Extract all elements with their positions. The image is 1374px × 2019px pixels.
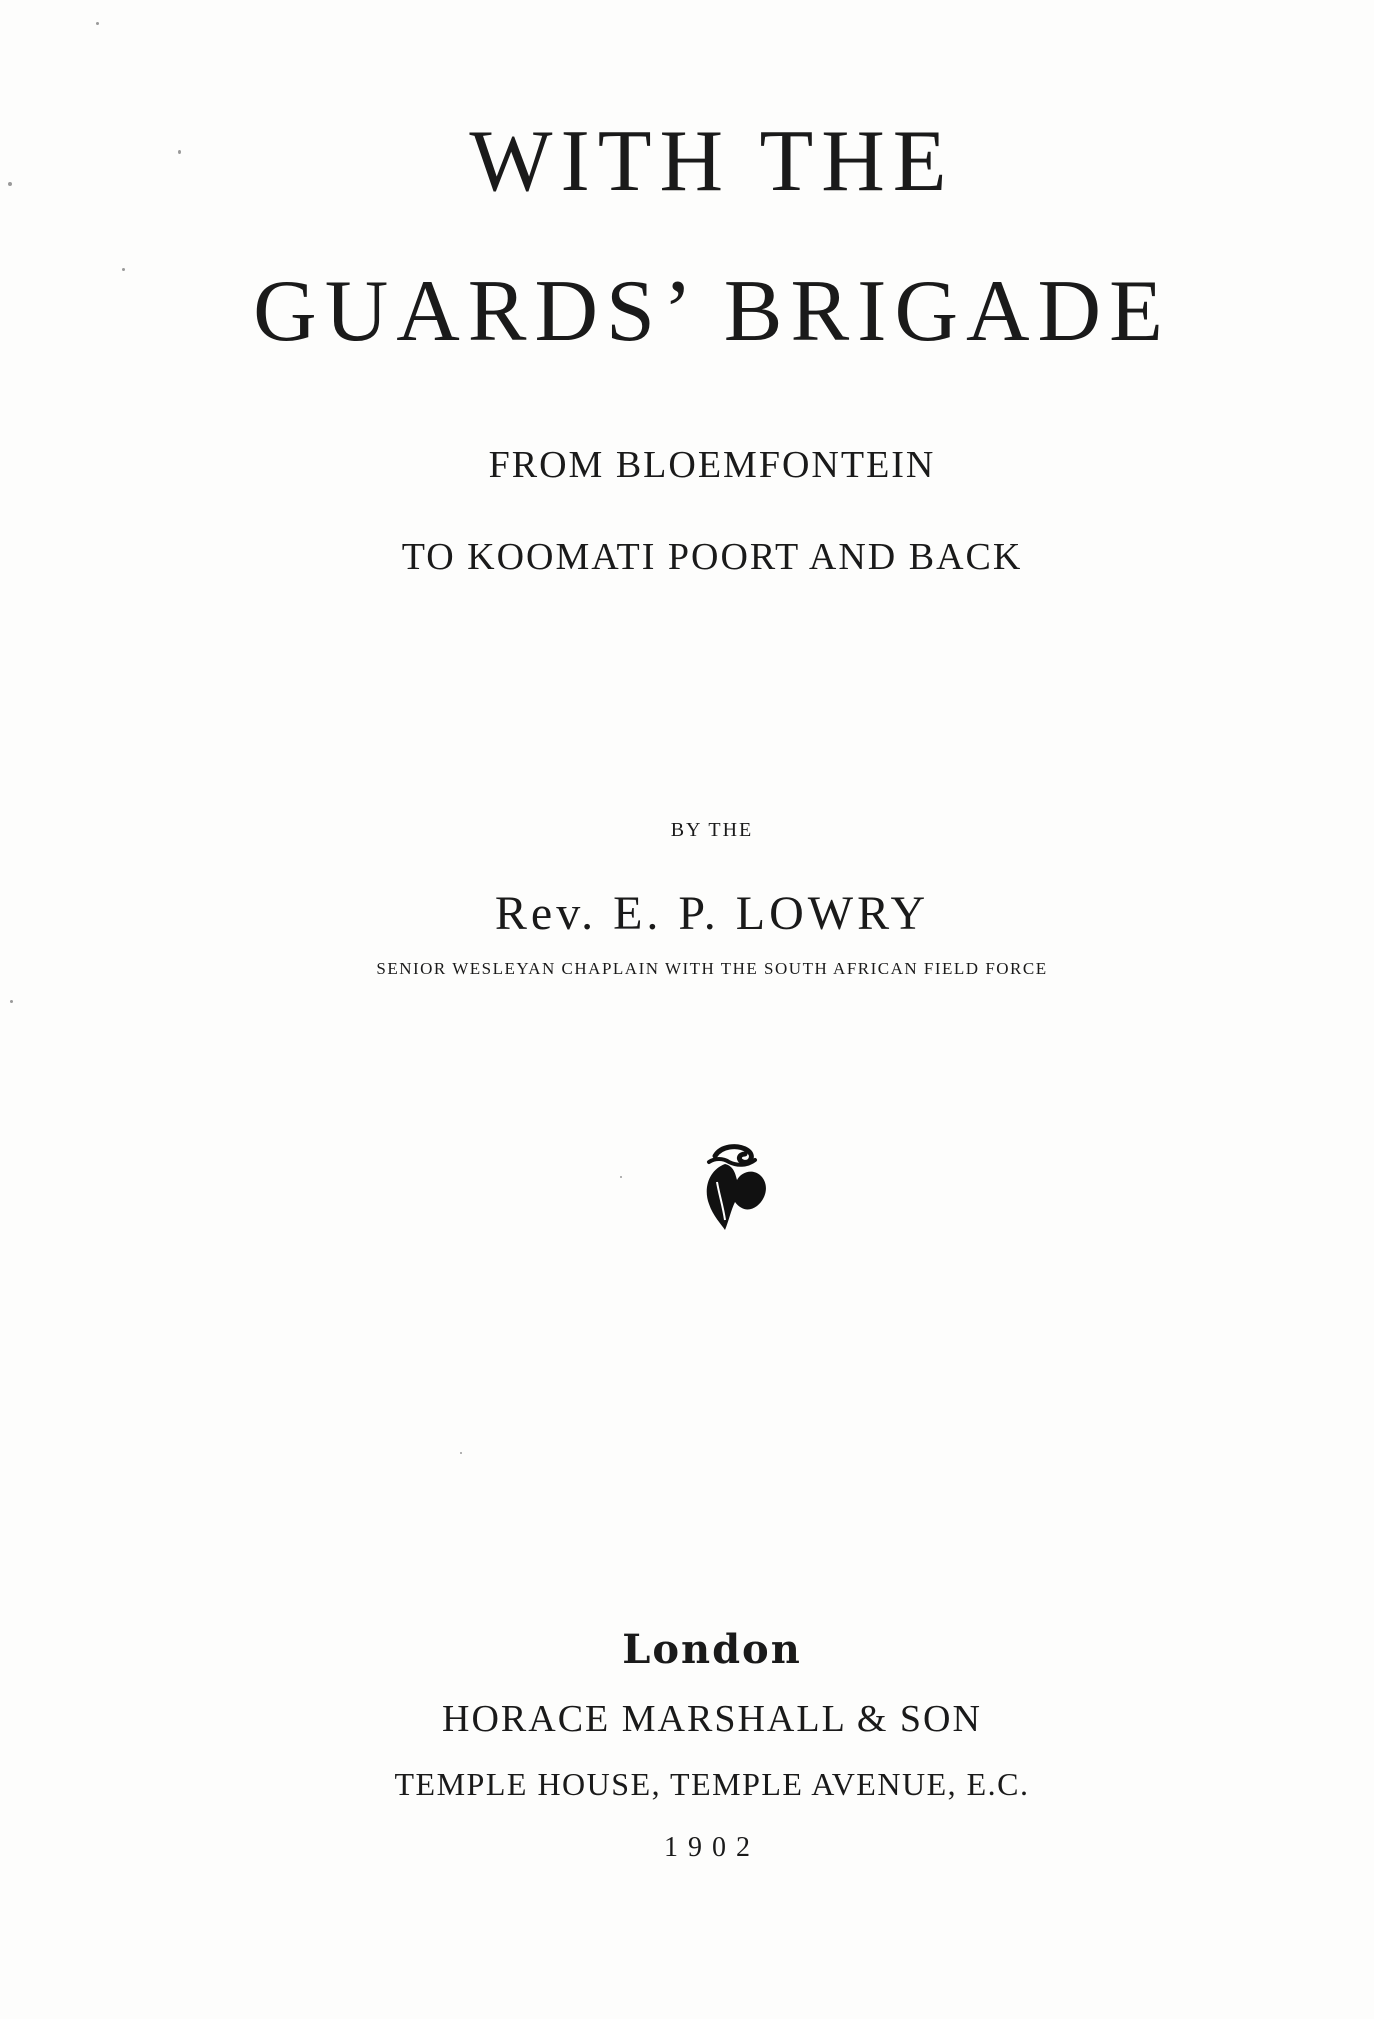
scan-speck	[620, 1176, 622, 1178]
imprint-address: TEMPLE HOUSE, TEMPLE AVENUE, E.C.	[394, 1766, 1030, 1802]
scan-speck	[178, 150, 181, 154]
leaf-ornament-icon	[695, 1136, 775, 1236]
scan-speck	[10, 1000, 13, 1003]
scan-speck	[122, 268, 125, 271]
subtitle-line-1: FROM BLOEMFONTEIN	[488, 444, 936, 486]
scan-speck	[460, 1452, 462, 1454]
subtitle-line-2: TO KOOMATI POORT AND BACK	[401, 536, 1023, 578]
scan-speck	[96, 22, 99, 25]
imprint-place: London	[622, 1626, 802, 1673]
byline: BY THE	[670, 819, 754, 841]
author-name: Rev. E. P. LOWRY	[494, 887, 930, 940]
title-line-1: WITH THE	[469, 113, 955, 210]
scan-speck	[8, 182, 12, 186]
imprint-publisher: HORACE MARSHALL & SON	[442, 1698, 982, 1740]
title-line-2: GUARDS’ BRIGADE	[253, 263, 1171, 360]
author-description: SENIOR WESLEYAN CHAPLAIN WITH THE SOUTH AFRICAN FIELD FORCE	[376, 959, 1048, 978]
imprint-year: 1902	[664, 1832, 760, 1863]
